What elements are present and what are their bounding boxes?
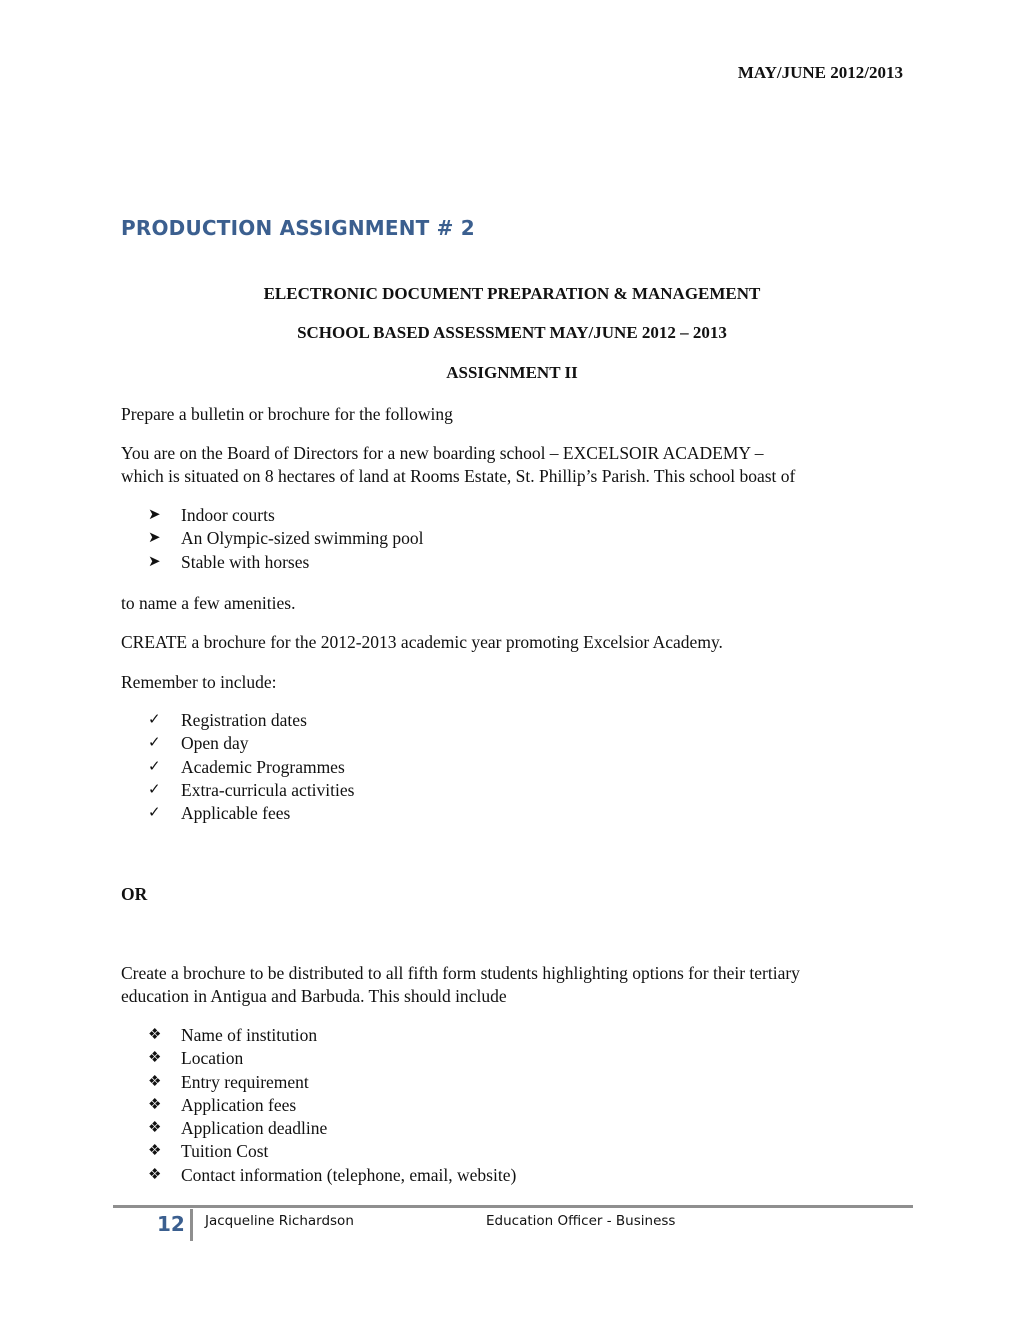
list-item: ➤ Indoor courts [148, 504, 424, 527]
checkmark-icon: ✓ [148, 735, 161, 752]
list-item: ✓ Open day [148, 732, 354, 755]
or-divider-label: OR [121, 884, 148, 904]
list-item: ❖ Application fees [148, 1094, 516, 1117]
checkmark-icon: ✓ [148, 712, 161, 728]
list-item: ➤ An Olympic-sized swimming pool [148, 527, 424, 550]
list-item: ❖ Entry requirement [148, 1071, 516, 1094]
list-item: ✓ Academic Programmes [148, 756, 354, 779]
list-item: ✓ Extra-curricula activities [148, 779, 354, 802]
diamond-bullet-icon: ❖ [148, 1120, 162, 1137]
create-instruction: CREATE a brochure for the 2012-2013 academic year promoting Excelsior Academy. [121, 632, 723, 652]
scenario-line-2: which is situated on 8 hectares of land at Rooms Estate, St. Phillip’s Parish. This school boast of [121, 466, 796, 486]
list-item: ❖ Application deadline [148, 1117, 516, 1140]
list-item: ✓ Registration dates [148, 709, 354, 732]
diamond-bullet-icon: ❖ [148, 1027, 162, 1043]
title-line-2: SCHOOL BASED ASSESSMENT MAY/JUNE 2012 – 2013 [297, 323, 727, 342]
diamond-bullet-icon: ❖ [148, 1050, 162, 1067]
intro-paragraph: Prepare a bulletin or brochure for the following [121, 404, 453, 424]
scenario-paragraph [121, 442, 921, 488]
arrow-bullet-icon: ➤ [148, 530, 161, 547]
footer-author: Jacqueline Richardson [205, 1213, 354, 1229]
footer-role: Education Officer - Business [486, 1213, 676, 1229]
list-item: ➤ Stable with horses [148, 551, 424, 574]
title-line-3: ASSIGNMENT II [446, 363, 578, 382]
list-item: ❖ Name of institution [148, 1024, 516, 1047]
checkmark-icon: ✓ [148, 805, 161, 822]
footer-divider [113, 1205, 913, 1208]
scenario-line-1: You are on the Board of Directors for a new boarding school – EXCELSOIR ACADEMY – [121, 443, 764, 463]
remember-label: Remember to include: [121, 672, 277, 692]
list-item: ❖ Location [148, 1047, 516, 1070]
option2-list [148, 1024, 516, 1187]
title-line-1: ELECTRONIC DOCUMENT PREPARATION & MANAGEMENT [263, 284, 761, 303]
amenities-closing: to name a few amenities. [121, 593, 296, 613]
checkmark-icon: ✓ [148, 781, 161, 798]
list-item: ✓ Applicable fees [148, 802, 354, 825]
page-number: 12 [157, 1212, 185, 1236]
page-heading: PRODUCTION ASSIGNMENT # 2 [121, 216, 475, 240]
include-checklist [148, 709, 354, 825]
header-session: MAY/JUNE 2012/2013 [737, 63, 903, 82]
option2-line-2: education in Antigua and Barbuda. This should include [121, 986, 507, 1006]
diamond-bullet-icon: ❖ [148, 1166, 162, 1183]
diamond-bullet-icon: ❖ [148, 1096, 162, 1113]
list-item: ❖ Tuition Cost [148, 1140, 516, 1163]
option2-paragraph [121, 962, 921, 1008]
checkmark-icon: ✓ [148, 758, 161, 775]
arrow-bullet-icon: ➤ [148, 507, 161, 523]
amenities-list [148, 504, 424, 574]
arrow-bullet-icon: ➤ [148, 553, 161, 570]
diamond-bullet-icon: ❖ [148, 1143, 162, 1160]
list-item: ❖ Contact information (telephone, email, website) [148, 1164, 516, 1187]
diamond-bullet-icon: ❖ [148, 1073, 162, 1090]
option2-line-1: Create a brochure to be distributed to all fifth form students highlighting options for their tertiary [121, 963, 800, 983]
